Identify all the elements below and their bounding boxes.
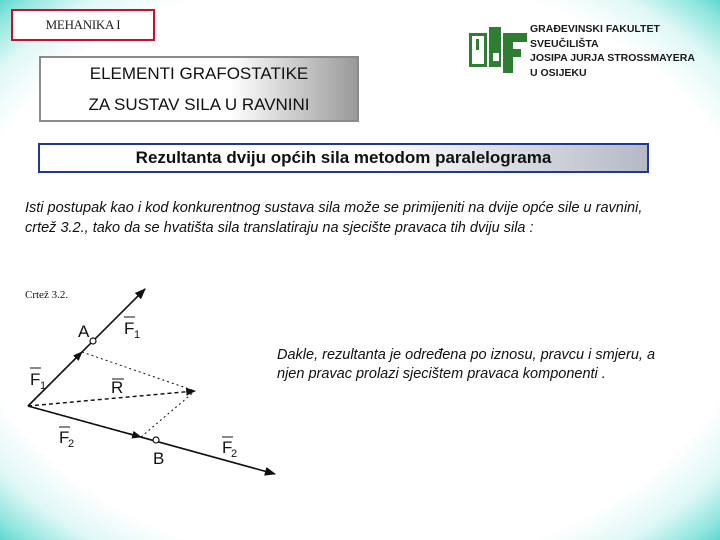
chapter-title-line1: ELEMENTI GRAFOSTATIKE: [89, 64, 309, 83]
figure-caption: Crtež 3.2.: [25, 289, 69, 301]
point-a-marker: [90, 338, 96, 344]
intro-paragraph: Isti postupak kao i kod konkurentnog sustava sila može se primijeniti na dvije opće sile u ravnini, crtež 3.2., tako da se hvatišta sila translatiraju na sjecište pravaca tih dviju sila :: [25, 200, 643, 236]
parallelogram-side-1: [82, 352, 195, 391]
point-a-label: A: [78, 322, 90, 341]
point-b-marker: [153, 437, 159, 443]
f2-left-subscript: 2: [68, 438, 75, 450]
conclusion-paragraph: Dakle, rezultanta je određena po iznosu, pravcu i smjeru, a njen pravac prolazi sjecištem pravaca komponenti .: [277, 347, 656, 382]
f1-top-label: F: [124, 319, 135, 338]
faculty-line-3: JOSIPA JURJA STROSSMAYERA: [530, 52, 695, 64]
faculty-line-4: U OSIJEKU: [530, 66, 587, 79]
f2-right-subscript: 2: [231, 448, 238, 460]
parallelogram-side-2: [141, 391, 195, 437]
faculty-line-1: GRAĐEVINSKI FAKULTET: [530, 23, 660, 35]
section-title: Rezultanta dviju općih sila metodom paralelograma: [38, 143, 649, 173]
f1-top-subscript: 1: [134, 329, 141, 341]
f2-right-label: F: [222, 438, 233, 457]
faculty-line-2: SVEUČILIŠTA: [530, 37, 599, 50]
point-b-label: B: [153, 449, 165, 468]
f2-translated-vector: [28, 406, 141, 437]
chapter-title-line2: ZA SUSTAV SILA U RAVNINI: [88, 95, 310, 114]
f2-left-label: F: [59, 428, 70, 447]
course-label: MEHANIKA I: [11, 9, 155, 41]
f1-left-subscript: 1: [40, 380, 47, 392]
resultant-label: R: [111, 378, 124, 397]
f1-left-label: F: [30, 370, 41, 389]
